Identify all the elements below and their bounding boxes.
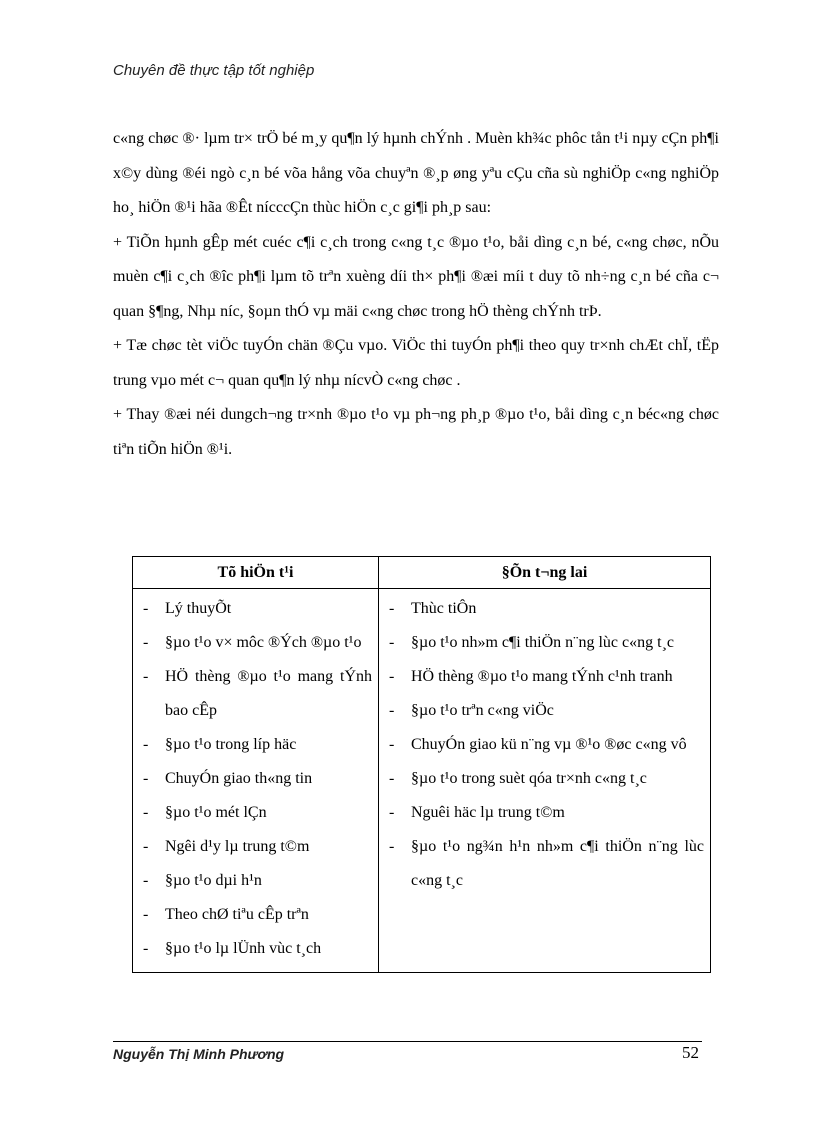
dash-bullet: -: [143, 600, 149, 617]
dash-bullet: -: [143, 736, 149, 753]
table-row: [133, 589, 711, 973]
dash-bullet: -: [143, 668, 149, 685]
list-item: - Thùc tiÔn: [379, 592, 710, 626]
dash-bullet: -: [389, 702, 395, 719]
dash-bullet: -: [143, 634, 149, 651]
list-item: - §µo t¹o nh»m c¶i thiÖn n¨ng lùc c«ng t¸c: [379, 626, 710, 660]
dash-bullet: -: [389, 634, 395, 651]
paragraph: + TiÕn hµnh gÊp mét cuéc c¶i c¸ch trong c«ng t¸c ®µo t¹o, båi dìng c¸n bé, c«ng chøc, nÕu muèn c¶i c¸ch ®îc ph¶i lµm tõ trªn xuèng díi th× ph¶i ®æi míi t duy tõ nh÷ng c¸n bé cña c¬ quan §¶ng, Nhµ níc, §oµn thÓ vµ mäi c«ng chøc trong hÖ thèng chÝnh trÞ.: [113, 233, 719, 320]
header-from-present: Tõ hiÖn t¹i: [133, 557, 379, 589]
list-item: - §µo t¹o trong suèt qóa tr×nh c«ng t¸c: [379, 762, 710, 796]
list-item: - §µo t¹o lµ lÜnh vùc t¸ch: [133, 932, 378, 966]
paragraph: + Thay ®æi néi dungch¬ng tr×nh ®µo t¹o vµ ph¬ng ph¸p ®µo t¹o, båi dìng c¸n béc«ng chøc tiªn tiÕn hiÖn ®¹i.: [113, 406, 719, 458]
list-item: - ChuyÓn giao kü n¨ng vµ ®¹o ®øc c«ng vô: [379, 728, 710, 762]
footer-divider: [113, 1041, 702, 1042]
dash-bullet: -: [143, 770, 149, 787]
to-future-column: [379, 589, 711, 973]
footer-author: Nguyễn Thị Minh Phương: [113, 1046, 285, 1062]
dash-bullet: -: [389, 736, 395, 753]
list-item: - HÖ thèng ®µo t¹o mang tÝnh c¹nh tranh: [379, 660, 710, 694]
list-item: - §µo t¹o trªn c«ng viÖc: [379, 694, 710, 728]
comparison-table-wrapper: [132, 556, 710, 973]
dash-bullet: -: [389, 770, 395, 787]
dash-bullet: -: [389, 838, 395, 855]
from-present-list: [133, 589, 378, 972]
list-item: - Nguêi häc lµ trung t©m: [379, 796, 710, 830]
list-item: - Lý thuyÕt: [133, 592, 378, 626]
dash-bullet: -: [389, 804, 395, 821]
dash-bullet: -: [143, 804, 149, 821]
page-number: 52: [682, 1043, 699, 1062]
list-item: - §µo t¹o dµi h¹n: [133, 864, 378, 898]
dash-bullet: -: [143, 872, 149, 889]
dash-bullet: -: [143, 906, 149, 923]
dash-bullet: -: [389, 600, 395, 617]
list-item: - Theo chØ tiªu cÊp trªn: [133, 898, 378, 932]
list-item: - Ngêi d¹y lµ trung t©m: [133, 830, 378, 864]
body-text: [113, 122, 719, 467]
paragraph: c«ng chøc ®· lµm tr× trÖ bé m¸y qu¶n lý hµnh chÝnh . Muèn kh¾c phôc tån t¹i nµy cÇn ph¶i x©y dùng ®éi ngò c¸n bé võa hång võa chuyªn ®¸p øng yªu cÇu cña sù nghiÖp c«ng nghiÖp ho¸ hiÖn ®¹i hãa ®Êt nícccÇn thùc hiÖn c¸c gi¶i ph¸p sau:: [113, 130, 719, 216]
list-item: - ChuyÓn giao th«ng tin: [133, 762, 378, 796]
header-title: Chuyên đề thực tập tốt nghiệp: [113, 62, 315, 79]
list-item: - §µo t¹o ng¾n h¹n nh»m c¶i thiÖn n¨ng lùc c«ng t¸c: [379, 830, 710, 898]
list-item: - §µo t¹o trong líp häc: [133, 728, 378, 762]
comparison-table: [132, 556, 711, 973]
list-item: - §µo t¹o mét lÇn: [133, 796, 378, 830]
header-to-future: §Õn t¬ng lai: [379, 557, 711, 589]
dash-bullet: -: [389, 668, 395, 685]
dash-bullet: -: [143, 940, 149, 957]
to-future-list: [379, 589, 710, 904]
dash-bullet: -: [143, 838, 149, 855]
paragraph: + Tæ chøc tèt viÖc tuyÓn chän ®Çu vµo. ViÖc thi tuyÓn ph¶i theo quy tr×nh chÆt chÏ, tËp trung vµo mét c¬ quan qu¶n lý nhµ nícvÒ c«ng chøc .: [113, 337, 719, 389]
table-header-row: [133, 557, 711, 589]
list-item: - HÖ thèng ®µo t¹o mang tÝnh bao cÊp: [133, 660, 378, 728]
from-present-column: [133, 589, 379, 973]
list-item: - §µo t¹o v× môc ®Ých ®µo t¹o: [133, 626, 378, 660]
